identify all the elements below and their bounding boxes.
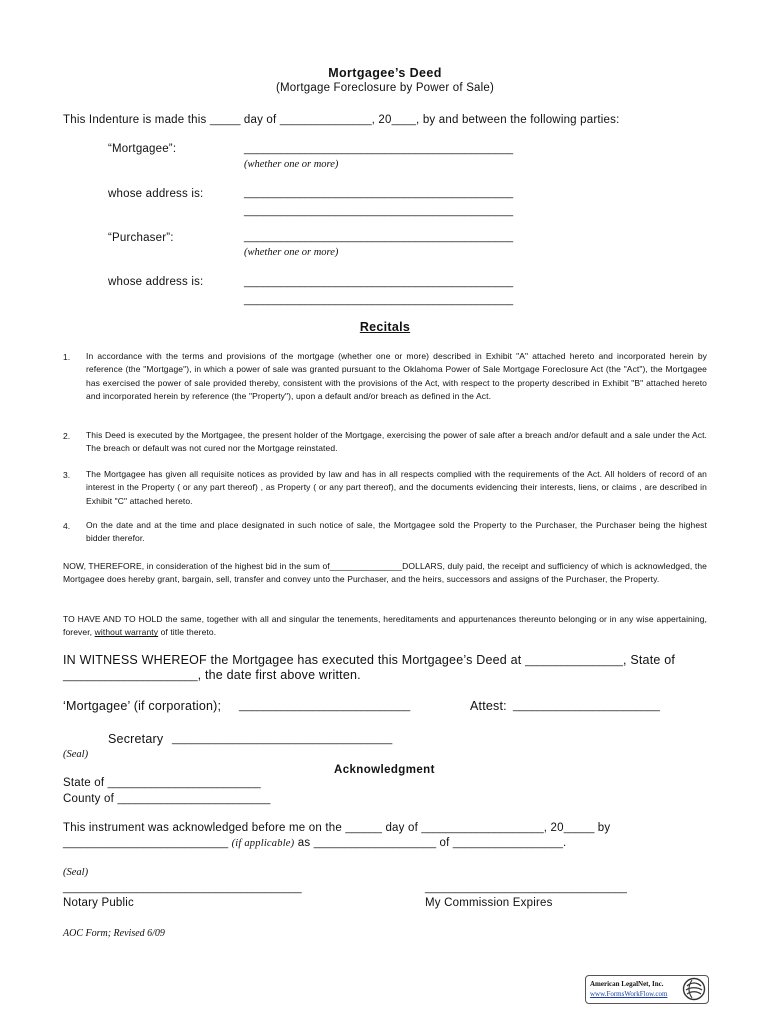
witness-place-blank[interactable]: ________________ bbox=[525, 655, 623, 667]
ack-title-blank[interactable]: ____________________ bbox=[313, 837, 437, 849]
recitals-heading: Recitals bbox=[359, 320, 411, 334]
notary-signature-line[interactable]: _______________________________________ bbox=[63, 882, 302, 894]
purchaser-address-line-2[interactable]: ____________________________________________ bbox=[244, 294, 514, 306]
recital-number: 2. bbox=[63, 431, 71, 441]
state-label: State of bbox=[63, 777, 105, 789]
if-applicable-hint: (if applicable) bbox=[231, 838, 295, 849]
commission-expires-label: My Commission Expires bbox=[425, 897, 553, 909]
commission-expires-line[interactable]: _________________________________ bbox=[425, 882, 627, 894]
intro-text-3: , 20 bbox=[371, 114, 392, 126]
mortgagee-corp-label: ‘Mortgagee’ (if corporation); bbox=[63, 699, 222, 713]
to-have-paragraph bbox=[63, 613, 707, 640]
recital-paragraph: On the date and at the time and place designated in such notice of sale, the Mortgagee sold the Property to the Purchaser, the Purchaser being the highest bidder therefor. bbox=[86, 520, 707, 544]
recital-paragraph: The Mortgagee has given all requisite notices as provided by law and has in all respects complied with the requirements of the Act. All holders of record of an interest in the Property ( or any part thereof) , as Property ( or any part thereof), and the documents evidencing their interests, liens, or claims , are described in Exhibit "C" attached hereto. bbox=[86, 469, 707, 506]
ack-entity-blank[interactable]: __________________ bbox=[452, 837, 564, 849]
now-therefore-text-2: DOLLARS, duly paid, the receipt and sufficiency of which is acknowledged, the Mortgagee does hereby grant, bargain, sell, transfer and convey unto the Purchaser, and the heirs, successors and assigns of the Purchaser, the Property. bbox=[63, 561, 707, 585]
attest-signature-line[interactable]: ________________________ bbox=[513, 700, 660, 712]
acknowledged-line-1 bbox=[63, 822, 610, 834]
mortgagee-address-label: whose address is: bbox=[108, 188, 204, 200]
of-label: of bbox=[439, 837, 450, 849]
secretary-signature-line[interactable]: ____________________________________ bbox=[172, 733, 393, 745]
to-have-text-2: of title thereto. bbox=[160, 627, 217, 638]
mortgagee-label: “Mortgagee”: bbox=[108, 143, 177, 155]
state-line bbox=[63, 777, 261, 789]
intro-text-4: , by and between the following parties: bbox=[416, 114, 620, 126]
now-therefore-text-1: NOW, THEREFORE, in consideration of the highest bid in the sum of bbox=[63, 561, 330, 571]
day-blank[interactable]: _____ bbox=[209, 114, 241, 126]
intro-text-2: day of bbox=[243, 114, 277, 126]
ack-day-blank[interactable]: ______ bbox=[345, 822, 383, 834]
recital-paragraph: In accordance with the terms and provisions of the mortgage (whether one or more) described in Exhibit "A" attached hereto and incorporated herein by reference (the "Mortgage"), in which a power of sale was granted pursuant to the Oklahoma Power of Sale Mortgage Foreclosure Act (the "Act"), the Mortgagee has exercised the power of sale provided thereby, consistent with the provisions of the Act, with respect to the property described in Exhibit "B" attached hereto and incorporated herein by reference (the "Property"), upon a default and/or breach as defined in the Act. bbox=[86, 351, 707, 401]
mortgagee-address-line-2[interactable]: ____________________________________________ bbox=[244, 205, 514, 217]
witness-line-2 bbox=[63, 668, 361, 682]
publisher-name: American LegalNet, Inc. bbox=[590, 980, 664, 988]
form-id: AOC Form; Revised 6/09 bbox=[63, 928, 165, 939]
witness-text-2: , State of bbox=[622, 653, 676, 667]
county-line bbox=[63, 793, 270, 805]
now-therefore-paragraph bbox=[63, 560, 707, 587]
to-have-text-1: TO HAVE AND TO HOLD the same, together with all and singular the tenements, hereditaments and appurtenances thereunto belonging or in any wise appertaining, forever, bbox=[63, 614, 707, 638]
publisher-url[interactable]: www.FormsWorkFlow.com bbox=[590, 990, 668, 998]
recital-paragraph: This Deed is executed by the Mortgagee, the present holder of the Mortgage, exercising the power of sale after a breach and/or default and a sale under the Act. The breach or default was not cured nor the Mortgage reinstated. bbox=[86, 430, 707, 454]
purchaser-label: “Purchaser”: bbox=[108, 232, 174, 244]
mortgagee-address-line-1[interactable]: ____________________________________________ bbox=[244, 187, 514, 199]
acknowledged-line-2 bbox=[63, 837, 566, 849]
intro-text-1: This Indenture is made this bbox=[63, 114, 207, 126]
witness-text-3: , the date first above written. bbox=[197, 668, 361, 682]
ack-period: . bbox=[563, 837, 567, 849]
ack-name-blank[interactable]: ___________________________ bbox=[63, 837, 229, 849]
bid-amount-blank[interactable]: _______________ bbox=[329, 561, 403, 571]
mortgagee-name-line[interactable]: ____________________________________________ bbox=[244, 143, 514, 155]
mortgagee-signature-line[interactable]: ____________________________ bbox=[239, 700, 411, 712]
purchaser-address-label: whose address is: bbox=[108, 276, 204, 288]
intro-line bbox=[63, 114, 619, 126]
document-title: Mortgagee’s Deed bbox=[328, 66, 442, 80]
seal-label: (Seal) bbox=[63, 749, 89, 760]
notary-seal-label: (Seal) bbox=[63, 867, 89, 878]
acknowledgment-heading: Acknowledgment bbox=[334, 764, 435, 776]
ack-text-4: by bbox=[597, 822, 611, 834]
ack-text-2: day of bbox=[385, 822, 418, 834]
secretary-label: Secretary bbox=[108, 732, 164, 746]
county-blank[interactable]: _________________________ bbox=[117, 793, 271, 805]
witness-line-1 bbox=[63, 653, 675, 667]
witness-state-blank[interactable]: ______________________ bbox=[63, 670, 198, 682]
ack-year-blank[interactable]: _____ bbox=[563, 822, 595, 834]
purchaser-name-line[interactable]: ____________________________________________ bbox=[244, 231, 514, 243]
document-subtitle: (Mortgage Foreclosure by Power of Sale) bbox=[275, 82, 495, 94]
ack-text-3: , 20 bbox=[543, 822, 564, 834]
ack-text-1: This instrument was acknowledged before me on the bbox=[63, 822, 342, 834]
recital-number: 1. bbox=[63, 352, 71, 362]
ack-month-blank[interactable]: ____________________ bbox=[421, 822, 544, 834]
without-warranty-text: without warranty bbox=[94, 627, 159, 638]
state-blank[interactable]: _________________________ bbox=[107, 777, 261, 789]
mortgagee-whether-hint: (whether one or more) bbox=[244, 159, 339, 170]
as-label: as bbox=[297, 837, 311, 849]
recital-number: 3. bbox=[63, 470, 71, 480]
publisher-logo bbox=[585, 975, 709, 1004]
recital-number: 4. bbox=[63, 521, 71, 531]
month-blank[interactable]: _______________ bbox=[279, 114, 372, 126]
purchaser-whether-hint: (whether one or more) bbox=[244, 247, 339, 258]
year-blank[interactable]: ____ bbox=[391, 114, 417, 126]
globe-icon bbox=[682, 977, 706, 1001]
county-label: County of bbox=[63, 793, 115, 805]
witness-text-1: IN WITNESS WHEREOF the Mortgagee has executed this Mortgagee’s Deed at bbox=[63, 653, 522, 667]
attest-label: Attest: bbox=[470, 699, 507, 713]
notary-public-label: Notary Public bbox=[63, 897, 134, 909]
purchaser-address-line-1[interactable]: ____________________________________________ bbox=[244, 276, 514, 288]
